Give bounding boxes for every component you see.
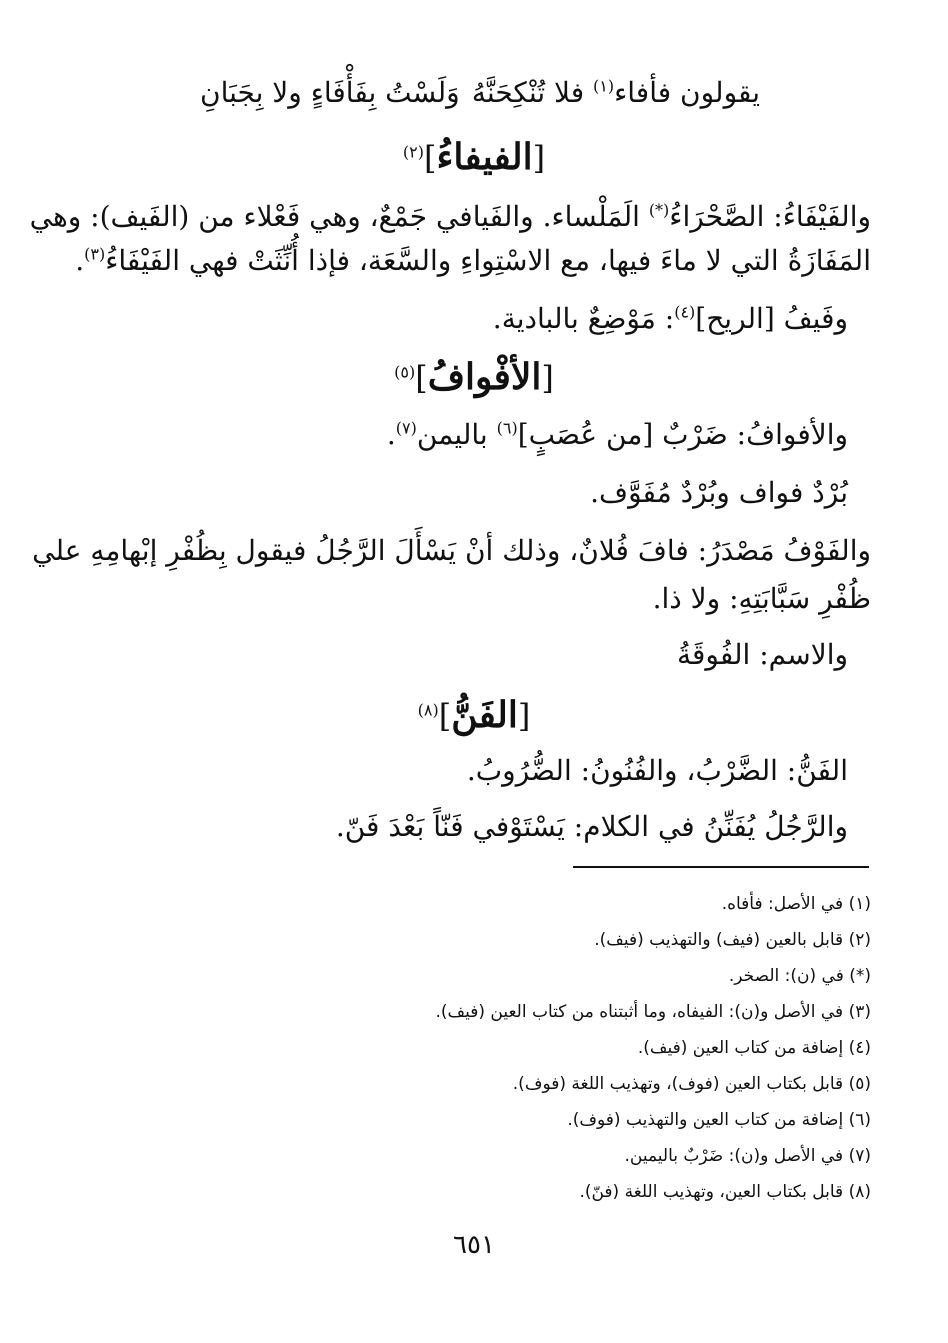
footnote-ref-star[interactable]: (*) (648, 200, 670, 220)
entry-line: وفَيفُ [الريح]$^{(٤)}$: مَوْضِعٌ بالبادية. (492, 302, 848, 335)
entry-line: الفَنُّ: الضَّرْبُ، والفُنُونُ: الضُّرُوبُ. (466, 754, 848, 787)
footnote-6: (٦) إضافة من كتاب العين والتهذيب (فوف). (567, 1110, 871, 1130)
poetry-verse (200, 72, 760, 114)
footnote-5: (٥) قابل بكتاب العين (فوف)، وتهذيب اللغة (فوف). (512, 1074, 871, 1094)
entry-line: والرَّجُلُ يُفَنِّنُ في الكلام: يَسْتَوْفي فَنّاً بَعْدَ فَنّ. (335, 810, 848, 843)
entry-line: بُرْدٌ فواف وبُرْدٌ مُفَوَّف. (590, 476, 848, 509)
footnote-ref-4[interactable]: (٤) (674, 302, 696, 322)
footnote-3: (٣) في الأصل و(ن): الفيفاه، وما أثبتناه من كتاب العين (فيف). (435, 1002, 871, 1022)
footnote-2: (٢) قابل بالعين (فيف) والتهذيب (فيف). (594, 930, 871, 950)
footnote-separator (573, 866, 869, 868)
footnote-1: (١) في الأصل: فأفاه. (721, 894, 871, 914)
entry-line: والأفوافُ: ضَرْبٌ [من عُصَبٍ]$^{(٦)}$ باليمن$^{(٧)}$. (386, 418, 848, 451)
entry-heading-afwaf: [الأفْوافُ]$^{(٥)}$ (394, 356, 554, 398)
footnote-ref-6[interactable]: (٦) (496, 418, 518, 438)
entry-line: المَفَازَةُ التي لا ماءَ فيها، مع الاسْتِواءِ والسَّعَة، فإذا أُنِّثَتْ فهي الفَيْفَاءُ$^{(٣)}$. (75, 244, 871, 277)
verse-first-hemistich: يقولون فأفاء$^{(١)}$ فلا تُنْكِحَنَّهُ (471, 76, 760, 109)
entry-line: ظُفْرِ سَبَّابَتِهِ: ولا ذا. (652, 582, 871, 615)
entry-line: والاسم: الفُوقَةُ (676, 638, 848, 671)
footnote-ref-1[interactable]: (١) (593, 76, 615, 96)
verse-second-hemistich: وَلَسْتُ بِفَأْفَاءٍ ولا بِجَبَانِ (200, 76, 460, 109)
footnote-ref-8[interactable]: (٨) (417, 700, 439, 720)
entry-heading-fayfa: [الفيفاءُ]$^{(٢)}$ (402, 136, 546, 178)
footnote-7: (٧) في الأصل و(ن): ضَرْبٌ باليمين. (624, 1146, 871, 1166)
footnote-ref-3[interactable]: (٣) (84, 244, 106, 264)
footnote-4: (٤) إضافة من كتاب العين (فيف). (637, 1038, 871, 1058)
page-number: ٦٥١ (453, 1230, 495, 1260)
footnote-ref-7[interactable]: (٧) (395, 418, 417, 438)
footnote-8: (٨) قابل بكتاب العين، وتهذيب اللغة (فنّ). (579, 1182, 871, 1202)
footnote-ref-2[interactable]: (٢) (402, 142, 424, 162)
footnote-ref-5[interactable]: (٥) (394, 362, 416, 382)
footnote-star: (*) في (ن): الصخر. (728, 966, 871, 986)
entry-heading-fann: [الفَنُّ]$^{(٨)}$ (417, 694, 531, 736)
entry-line: والفَيْفَاءُ: الصَّحْرَاءُ(*) الَمَلْساء. والفَيافي جَمْعٌ، وهي فَعْلاء من (الفَيف): وهي (29, 200, 871, 233)
entry-line: والفَوْفُ مَصْدَرُ: فافَ فُلانٌ، وذلك أنْ يَسْأَلَ الرَّجُلُ فيقول بِظُفْرِ إبْهامِهِ علي (32, 534, 871, 567)
